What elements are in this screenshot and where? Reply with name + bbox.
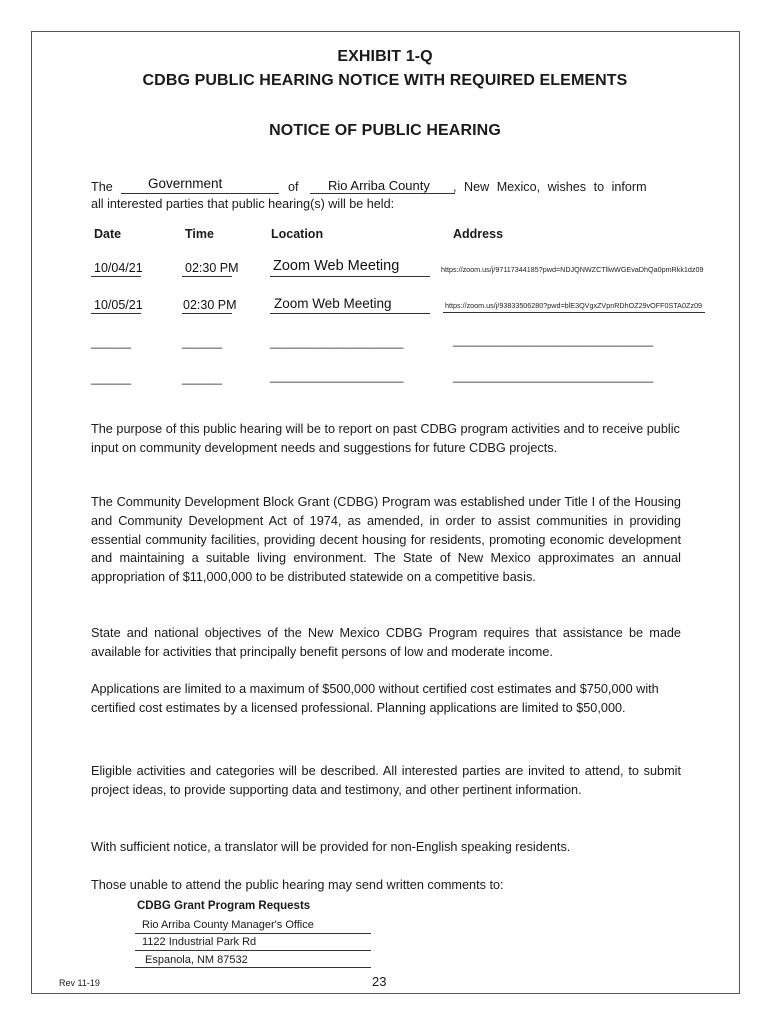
row2-time-underline <box>182 313 232 314</box>
mailing-line1[interactable]: Rio Arriba County Manager's Office <box>142 919 314 931</box>
header-date: Date <box>94 227 122 241</box>
row3-time[interactable]: ______ <box>182 335 223 349</box>
row2-address[interactable]: https://zoom.us/j/93833506280?pwd=blE3QVgxZVpnRDhOZ29vOFF0STA0Zz09 <box>445 301 702 310</box>
row4-date[interactable]: ______ <box>91 371 132 385</box>
purpose-paragraph: The purpose of this public hearing will be to report on past CDBG program activities and to receive public input on community development needs and suggestions for future CDBG projects. <box>91 422 680 455</box>
header-location: Location <box>271 227 324 241</box>
intro-of: of <box>288 180 299 194</box>
revision-label: Rev 11-19 <box>59 978 100 988</box>
row1-date-underline <box>91 276 141 277</box>
objectives-paragraph: State and national objectives of the New Mexico CDBG Program requires that assistance be made available for activities that principally benefit persons of low and moderate income. <box>91 626 681 659</box>
mailing-heading: CDBG Grant Program Requests <box>137 900 311 912</box>
activities-paragraph: Eligible activities and categories will be described. All interested parties are invited to attend, to submit project ideas, to provide supporting data and testimony, and other pertinent information. <box>91 764 681 797</box>
row2-location-underline <box>270 313 430 314</box>
row1-time-underline <box>182 276 232 277</box>
page-number: 23 <box>372 974 387 989</box>
mailing-line3-underline <box>135 967 371 968</box>
row1-date[interactable]: 10/04/21 <box>94 261 143 275</box>
row3-location[interactable]: ____________________ <box>270 335 404 349</box>
row3-date[interactable]: ______ <box>91 335 132 349</box>
row1-time[interactable]: 02:30 PM <box>185 261 239 275</box>
row3-address[interactable]: ______________________________ <box>453 333 654 347</box>
row4-address[interactable]: ______________________________ <box>453 369 654 383</box>
exhibit-label: EXHIBIT 1-Q <box>337 48 433 65</box>
mailing-line3[interactable]: Espanola, NM 87532 <box>145 954 248 966</box>
intro-the: The <box>91 180 113 194</box>
header-address: Address <box>453 227 504 241</box>
row4-time[interactable]: ______ <box>182 371 223 385</box>
comments-paragraph: Those unable to attend the public hearing may send written comments to: <box>91 878 504 892</box>
mailing-line2[interactable]: 1122 Industrial Park Rd <box>142 936 257 948</box>
program-paragraph: The Community Development Block Grant (CDBG) Program was established under Title I of the Housing and Community Development Act of 1974, as amended, in order to assist communities in providing essential community facilities, providing decent housing for residents, promoting economic development and maintaining a suitable living environment. The State of New Mexico approximates an annual appropriation of $11,000,000 to be distributed statewide on a competitive basis. <box>91 495 681 585</box>
row1-address[interactable]: https://zoom.us/j/97117344185?pwd=NDJQNWZCTllwWGEvaDhQa0pmRkk1dz09 <box>441 265 704 274</box>
header-time: Time <box>185 227 214 241</box>
limits-paragraph: Applications are limited to a maximum of $500,000 without certified cost estimates and $750,000 with certified cost estimates by a licensed professional. Planning applications are limited to $50,000. <box>91 682 659 715</box>
mailing-line2-underline <box>135 950 371 951</box>
row2-date-underline <box>91 313 141 314</box>
row2-location[interactable]: Zoom Web Meeting <box>274 296 392 311</box>
entity-name-field[interactable]: Rio Arriba County <box>328 178 430 193</box>
entity-name-underline <box>310 193 455 194</box>
row2-date[interactable]: 10/05/21 <box>94 298 143 312</box>
entity-type-underline <box>121 193 279 194</box>
row4-location[interactable]: ____________________ <box>270 369 404 383</box>
document-title: CDBG PUBLIC HEARING NOTICE WITH REQUIRED ELEMENTS <box>142 72 628 89</box>
intro-line2: all interested parties that public hearing(s) will be held: <box>91 197 395 211</box>
translator-paragraph: With sufficient notice, a translator will be provided for non-English speaking residents. <box>91 840 571 854</box>
row2-time[interactable]: 02:30 PM <box>183 298 237 312</box>
notice-title: NOTICE OF PUBLIC HEARING <box>269 122 501 139</box>
entity-type-field[interactable]: Government <box>148 176 223 191</box>
intro-rest: , New Mexico, wishes to inform <box>453 180 647 194</box>
row2-address-underline <box>443 312 705 313</box>
row1-location-underline <box>270 276 430 277</box>
row1-location[interactable]: Zoom Web Meeting <box>273 258 400 274</box>
